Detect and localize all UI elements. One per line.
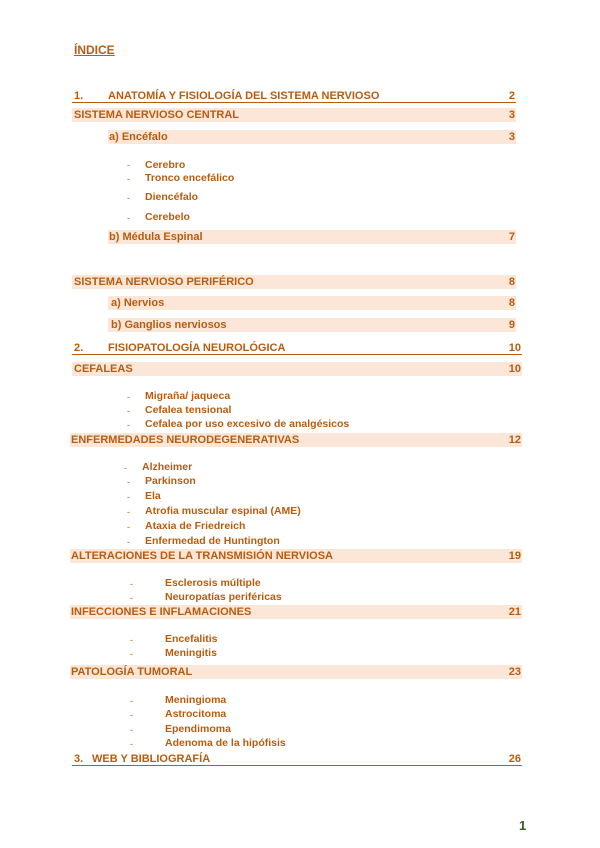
toc-entry-title: a) Nervios: [111, 297, 165, 309]
toc-entry-number: 1.: [74, 90, 84, 102]
list-item: Migraña/ jaqueca: [145, 390, 231, 402]
toc-entry-page: 19: [508, 550, 521, 562]
bullet: -: [127, 392, 130, 402]
toc-entry-title: FISIOPATOLOGÍA NEUROLÓGICA: [108, 342, 286, 354]
toc-entry-page: 23: [508, 666, 521, 678]
toc-entry-page: 3: [508, 109, 515, 121]
list-item: Astrocitoma: [165, 708, 227, 720]
list-item: Encefalitis: [165, 633, 218, 645]
list-item: Esclerosis múltiple: [165, 577, 261, 589]
toc-entry-page: 8: [508, 297, 515, 309]
bullet: -: [127, 213, 130, 223]
toc-underline: [72, 102, 516, 103]
list-item: Neuropatías periféricas: [165, 591, 282, 603]
toc-highlight: [108, 130, 516, 144]
toc-entry-page: 26: [508, 753, 521, 765]
list-item: Cefalea tensional: [145, 404, 232, 416]
toc-entry-title: ANATOMÍA Y FISIOLOGÍA DEL SISTEMA NERVIOSO: [108, 90, 380, 102]
bullet: -: [127, 477, 130, 487]
toc-highlight: [72, 362, 522, 376]
toc-underline: [72, 354, 522, 355]
list-item: Diencéfalo: [145, 191, 199, 203]
bullet: -: [130, 593, 133, 603]
bullet: -: [124, 463, 127, 473]
toc-entry-number: 3.: [74, 753, 84, 765]
bullet: -: [130, 696, 133, 706]
list-item: Ataxia de Friedreich: [145, 520, 246, 532]
list-item: Tronco encefálico: [145, 172, 235, 184]
index-title: ÍNDICE: [74, 43, 115, 57]
toc-entry-page: 9: [508, 319, 515, 331]
toc-entry-page: 8: [508, 276, 515, 288]
toc-underline: [72, 765, 522, 766]
list-item: Ependimoma: [165, 723, 231, 735]
page-number: 1: [519, 818, 527, 833]
bullet: -: [130, 725, 133, 735]
toc-entry-page: 10: [508, 342, 521, 354]
toc-entry-page: 3: [508, 131, 515, 143]
list-item: Ela: [145, 490, 161, 502]
list-item: Parkinson: [145, 475, 196, 487]
bullet: -: [130, 649, 133, 659]
toc-entry-title: a) Encéfalo: [109, 131, 168, 143]
toc-entry-page: 2: [508, 90, 515, 102]
toc-entry-page: 21: [508, 606, 521, 618]
bullet: -: [130, 635, 133, 645]
list-item: Adenoma de la hipófisis: [165, 737, 286, 749]
toc-entry-title: PATOLOGÍA TUMORAL: [71, 666, 193, 678]
toc-entry-title: b) Médula Espinal: [109, 231, 203, 243]
bullet: -: [127, 160, 130, 170]
toc-entry-title: WEB Y BIBLIOGRAFÍA: [92, 753, 211, 765]
bullet: -: [130, 739, 133, 749]
list-item: Alzheimer: [142, 461, 193, 473]
bullet: -: [127, 537, 130, 547]
list-item: Atrofia muscular espinal (AME): [145, 505, 301, 517]
toc-entry-page: 7: [508, 231, 515, 243]
bullet: -: [130, 579, 133, 589]
list-item: Cerebelo: [145, 211, 190, 223]
toc-entry-title: INFECCIONES E INFLAMACIONES: [71, 606, 252, 618]
toc-entry-page: 12: [508, 434, 521, 446]
toc-entry-title: SISTEMA NERVIOSO CENTRAL: [74, 109, 240, 121]
list-item: Cerebro: [145, 159, 186, 171]
list-item: Meningioma: [165, 694, 227, 706]
toc-entry-title: b) Ganglios nerviosos: [111, 319, 227, 331]
toc-entry-title: ALTERACIONES DE LA TRANSMISIÓN NERVIOSA: [71, 550, 333, 562]
bullet: -: [127, 420, 130, 430]
toc-entry-title: SISTEMA NERVIOSO PERIFÉRICO: [74, 276, 254, 288]
bullet: -: [127, 522, 130, 532]
toc-entry-page: 10: [508, 363, 521, 375]
toc-entry-title: CEFALEAS: [74, 363, 133, 375]
bullet: -: [127, 492, 130, 502]
bullet: -: [127, 193, 130, 203]
toc-entry-number: 2.: [74, 342, 84, 354]
list-item: Meningitis: [165, 647, 217, 659]
bullet: -: [127, 406, 130, 416]
list-item: Cefalea por uso excesivo de analgésicos: [145, 418, 350, 430]
bullet: -: [130, 710, 133, 720]
toc-entry-title: ENFERMEDADES NEURODEGENERATIVAS: [71, 434, 300, 446]
list-item: Enfermedad de Huntington: [145, 535, 280, 547]
bullet: -: [127, 507, 130, 517]
bullet: -: [127, 174, 130, 184]
toc-highlight: [108, 296, 516, 310]
